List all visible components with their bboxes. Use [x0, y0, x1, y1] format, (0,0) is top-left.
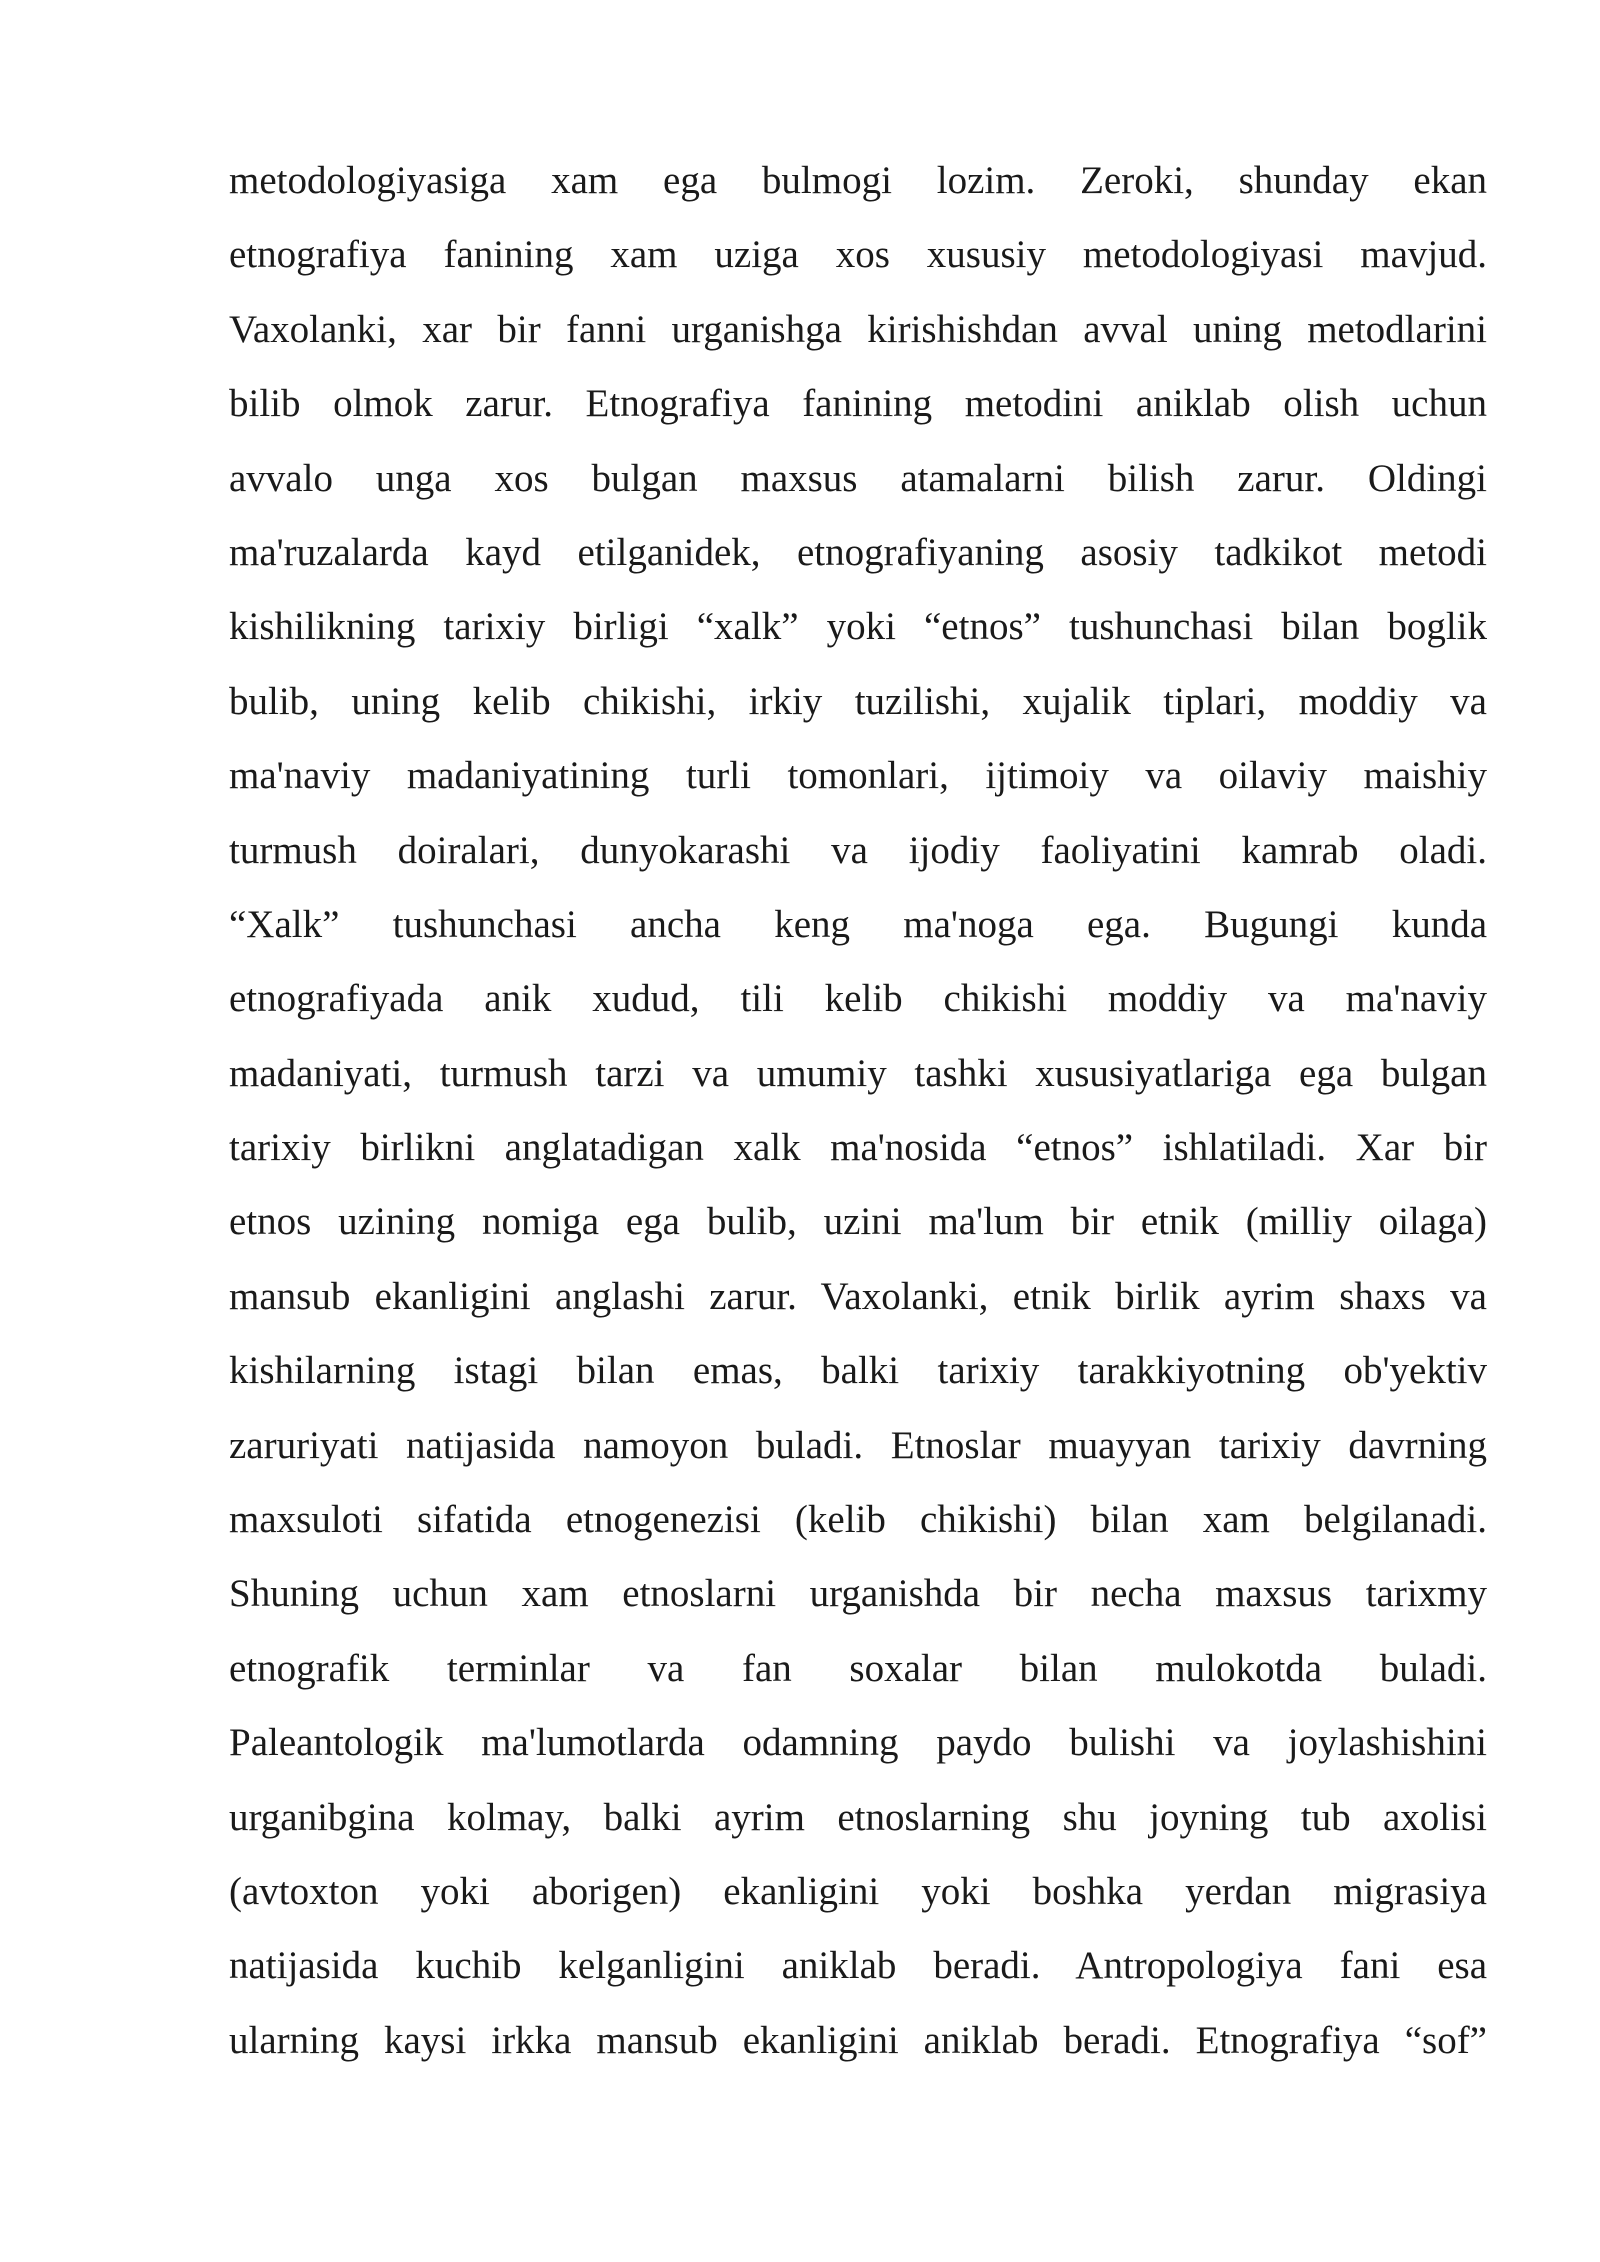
text-line: etnografiyada anik xudud, tili kelib chikishi moddiy va ma'naviy: [229, 977, 1487, 1021]
text-line: bulib, uning kelib chikishi, irkiy tuzilishi, xujalik tiplari, moddiy va: [229, 679, 1487, 723]
text-line: tarixiy birlikni anglatadigan xalk ma'nosida “etnos” ishlatiladi. Xar bir: [229, 1126, 1487, 1170]
text-line: ma'ruzalarda kayd etilganidek, etnografiyaning asosiy tadkikot metodi: [229, 530, 1487, 574]
text-line: etnografiya fanining xam uziga xos xususiy metodologiyasi mavjud.: [229, 233, 1487, 277]
text-line: etnos uzining nomiga ega bulib, uzini ma'lum bir etnik (milliy oilaga): [229, 1200, 1487, 1244]
text-line: urganibgina kolmay, balki ayrim etnoslarning shu joyning tub axolisi: [229, 1795, 1487, 1839]
text-line: kishilikning tarixiy birligi “xalk” yoki “etnos” tushunchasi bilan boglik: [229, 605, 1487, 649]
text-line: Shuning uchun xam etnoslarni urganishda bir necha maxsus tarixmy: [229, 1572, 1487, 1616]
text-line: kishilarning istagi bilan emas, balki tarixiy tarakkiyotning ob'yektiv: [229, 1349, 1487, 1393]
text-line: zaruriyati natijasida namoyon buladi. Etnoslar muayyan tarixiy davrning: [229, 1423, 1487, 1467]
body-text: [229, 148, 1487, 2082]
text-line: Vaxolanki, xar bir fanni urganishga kirishishdan avval uning metodlarini: [229, 307, 1487, 351]
text-line: etnografik terminlar va fan soxalar bilan mulokotda buladi.: [229, 1646, 1487, 1690]
text-line: ularning kaysi irkka mansub ekanligini aniklab beradi. Etnografiya “sof”: [229, 2018, 1487, 2062]
text-line: Paleantologik ma'lumotlarda odamning paydo bulishi va joylashishini: [229, 1721, 1487, 1765]
text-line: ma'naviy madaniyatining turli tomonlari, ijtimoiy va oilaviy maishiy: [229, 754, 1487, 798]
text-line: natijasida kuchib kelganligini aniklab beradi. Antropologiya fani esa: [229, 1944, 1487, 1988]
text-line: maxsuloti sifatida etnogenezisi (kelib chikishi) bilan xam belgilanadi.: [229, 1498, 1487, 1542]
text-line: metodologiyasiga xam ega bulmogi lozim. Zeroki, shunday ekan: [229, 159, 1487, 202]
text-line: mansub ekanligini anglashi zarur. Vaxolanki, etnik birlik ayrim shaxs va: [229, 1274, 1487, 1318]
text-line: avvalo unga xos bulgan maxsus atamalarni bilish zarur. Oldingi: [229, 456, 1487, 500]
text-line: “Xalk” tushunchasi ancha keng ma'noga ega. Bugungi kunda: [229, 902, 1487, 946]
text-line: bilib olmok zarur. Etnografiya fanining metodini aniklab olish uchun: [229, 382, 1487, 426]
text-line: turmush doiralari, dunyokarashi va ijodiy faoliyatini kamrab oladi.: [229, 828, 1487, 872]
text-line: (avtoxton yoki aborigen) ekanligini yoki boshka yerdan migrasiya: [229, 1869, 1487, 1913]
text-line: madaniyati, turmush tarzi va umumiy tashki xususiyatlariga ega bulgan: [229, 1051, 1487, 1095]
